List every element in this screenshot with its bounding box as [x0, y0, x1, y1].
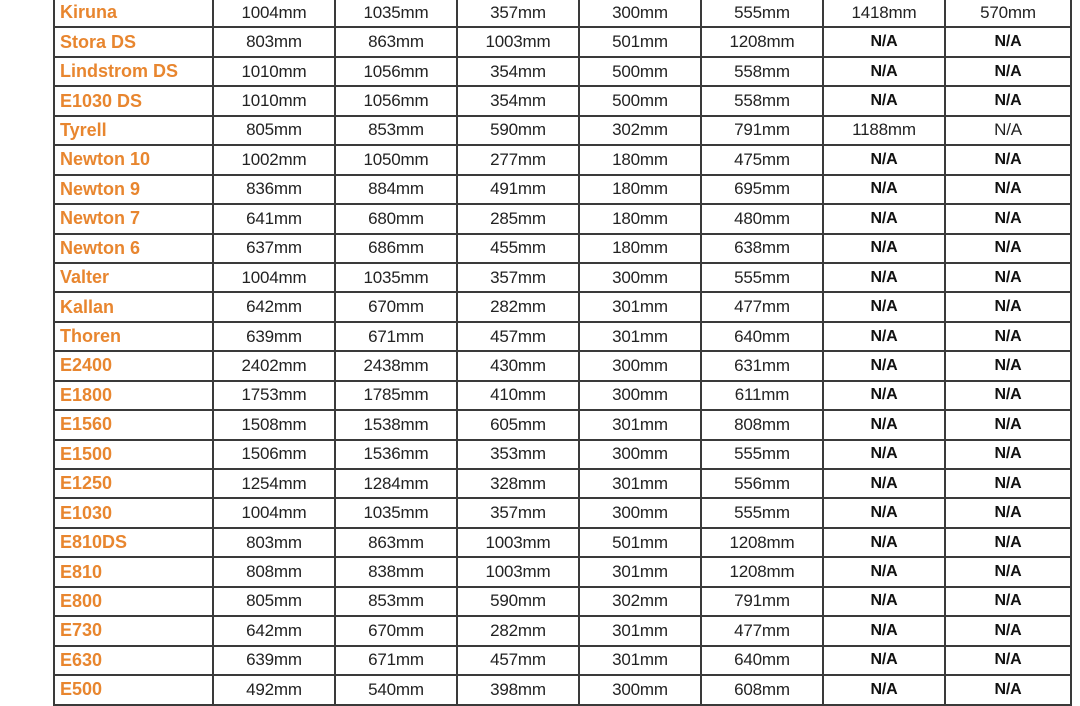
dimension-cell: 637mm [213, 234, 335, 263]
dimension-cell: 282mm [457, 616, 579, 645]
dimension-cell: 302mm [579, 116, 701, 145]
dimension-cell: 1002mm [213, 145, 335, 174]
dimension-cell: N/A [823, 27, 945, 56]
dimension-cell: 631mm [701, 351, 823, 380]
model-name-cell: Lindstrom DS [54, 57, 213, 86]
dimension-cell: 558mm [701, 57, 823, 86]
table-row [54, 234, 1071, 263]
dimension-cell: 1010mm [213, 57, 335, 86]
dimension-cell: 180mm [579, 175, 701, 204]
dimension-cell: 500mm [579, 57, 701, 86]
table-row [54, 86, 1071, 115]
table-row [54, 351, 1071, 380]
dimension-cell: 477mm [701, 292, 823, 321]
dimension-cell: 556mm [701, 469, 823, 498]
dimension-cell: N/A [823, 410, 945, 439]
dimension-cell: N/A [945, 116, 1071, 145]
dimension-cell: N/A [945, 587, 1071, 616]
dimension-cell: 1004mm [213, 498, 335, 527]
dimension-cell: 803mm [213, 528, 335, 557]
dimension-cell: 282mm [457, 292, 579, 321]
dimension-cell: 1050mm [335, 145, 457, 174]
dimension-cell: 540mm [335, 675, 457, 704]
model-name-cell: E500 [54, 675, 213, 704]
model-name-cell: Kallan [54, 292, 213, 321]
model-name-cell: E800 [54, 587, 213, 616]
dimension-cell: N/A [945, 175, 1071, 204]
dimension-cell: 641mm [213, 204, 335, 233]
dimension-cell: 501mm [579, 27, 701, 56]
dimension-cell: 639mm [213, 322, 335, 351]
dimension-cell: N/A [823, 469, 945, 498]
dimension-cell: 558mm [701, 86, 823, 115]
model-name-cell: Newton 7 [54, 204, 213, 233]
dimension-cell: 570mm [945, 0, 1071, 27]
dimension-cell: 301mm [579, 410, 701, 439]
table-row [54, 175, 1071, 204]
dimension-cell: 863mm [335, 27, 457, 56]
dimension-cell: 791mm [701, 587, 823, 616]
dimension-cell: N/A [823, 263, 945, 292]
dimension-cell: 1003mm [457, 557, 579, 586]
model-name-cell: E1560 [54, 410, 213, 439]
dimension-cell: 1753mm [213, 381, 335, 410]
dimension-cell: 639mm [213, 646, 335, 675]
table-row [54, 381, 1071, 410]
dimension-cell: N/A [823, 292, 945, 321]
dimension-cell: 1035mm [335, 0, 457, 27]
dimension-cell: 1208mm [701, 557, 823, 586]
dimension-cell: 640mm [701, 646, 823, 675]
dimension-cell: N/A [823, 204, 945, 233]
dimension-cell: N/A [823, 675, 945, 704]
dimension-cell: 492mm [213, 675, 335, 704]
model-name-cell: E630 [54, 646, 213, 675]
dimension-cell: 1208mm [701, 528, 823, 557]
dimension-cell: 300mm [579, 263, 701, 292]
table-row [54, 498, 1071, 527]
dimension-cell: 357mm [457, 0, 579, 27]
dimension-cell: 1418mm [823, 0, 945, 27]
model-name-cell: E810 [54, 557, 213, 586]
dimension-cell: 670mm [335, 616, 457, 645]
dimension-cell: 805mm [213, 116, 335, 145]
dimension-cell: 611mm [701, 381, 823, 410]
dimension-cell: 477mm [701, 616, 823, 645]
dimension-cell: N/A [823, 498, 945, 527]
dimension-cell: 1188mm [823, 116, 945, 145]
dimension-cell: N/A [823, 616, 945, 645]
dimension-cell: N/A [945, 322, 1071, 351]
dimension-cell: 555mm [701, 0, 823, 27]
dimension-cell: 301mm [579, 469, 701, 498]
dimension-cell: 642mm [213, 616, 335, 645]
dimension-cell: 680mm [335, 204, 457, 233]
dimension-cell: 555mm [701, 440, 823, 469]
dimension-cell: 1508mm [213, 410, 335, 439]
dimension-cell: 838mm [335, 557, 457, 586]
dimension-cell: 1506mm [213, 440, 335, 469]
dimension-cell: 590mm [457, 587, 579, 616]
dimension-cell: 300mm [579, 440, 701, 469]
dimensions-table-container [53, 0, 1070, 706]
dimension-cell: 1536mm [335, 440, 457, 469]
table-row [54, 322, 1071, 351]
dimension-cell: 640mm [701, 322, 823, 351]
model-name-cell: E1500 [54, 440, 213, 469]
dimension-cell: 180mm [579, 145, 701, 174]
dimension-cell: 605mm [457, 410, 579, 439]
dimension-cell: 1003mm [457, 528, 579, 557]
dimension-cell: N/A [823, 351, 945, 380]
model-name-cell: Newton 9 [54, 175, 213, 204]
dimension-cell: 457mm [457, 646, 579, 675]
dimension-cell: 354mm [457, 57, 579, 86]
model-name-cell: Newton 10 [54, 145, 213, 174]
dimension-cell: N/A [823, 234, 945, 263]
model-name-cell: E1250 [54, 469, 213, 498]
dimension-cell: N/A [823, 557, 945, 586]
table-row [54, 587, 1071, 616]
dimension-cell: N/A [823, 175, 945, 204]
dimension-cell: N/A [945, 204, 1071, 233]
dimension-cell: 2438mm [335, 351, 457, 380]
dimension-cell: 277mm [457, 145, 579, 174]
dimensions-table [53, 0, 1072, 706]
dimension-cell: N/A [823, 322, 945, 351]
dimension-cell: 328mm [457, 469, 579, 498]
dimension-cell: N/A [945, 410, 1071, 439]
dimension-cell: 555mm [701, 498, 823, 527]
dimension-cell: 180mm [579, 234, 701, 263]
dimension-cell: N/A [945, 27, 1071, 56]
dimension-cell: 301mm [579, 616, 701, 645]
dimension-cell: 354mm [457, 86, 579, 115]
dimension-cell: N/A [823, 145, 945, 174]
dimension-cell: 300mm [579, 675, 701, 704]
dimension-cell: 491mm [457, 175, 579, 204]
table-row [54, 263, 1071, 292]
dimension-cell: N/A [945, 57, 1071, 86]
dimension-cell: 1208mm [701, 27, 823, 56]
dimension-cell: 457mm [457, 322, 579, 351]
dimension-cell: N/A [823, 528, 945, 557]
dimension-cell: 357mm [457, 263, 579, 292]
dimension-cell: 791mm [701, 116, 823, 145]
dimension-cell: 608mm [701, 675, 823, 704]
dimension-cell: 300mm [579, 0, 701, 27]
table-row [54, 145, 1071, 174]
dimension-cell: 695mm [701, 175, 823, 204]
table-row [54, 204, 1071, 233]
dimension-cell: N/A [823, 57, 945, 86]
dimension-cell: N/A [945, 145, 1071, 174]
table-row [54, 440, 1071, 469]
dimension-cell: 1056mm [335, 86, 457, 115]
model-name-cell: E730 [54, 616, 213, 645]
table-row [54, 557, 1071, 586]
model-name-cell: E810DS [54, 528, 213, 557]
dimension-cell: N/A [823, 440, 945, 469]
dimension-cell: 1785mm [335, 381, 457, 410]
dimension-cell: 410mm [457, 381, 579, 410]
dimension-cell: 301mm [579, 322, 701, 351]
dimension-cell: N/A [823, 381, 945, 410]
dimension-cell: 1284mm [335, 469, 457, 498]
dimension-cell: 671mm [335, 322, 457, 351]
dimension-cell: 1254mm [213, 469, 335, 498]
model-name-cell: E1030 [54, 498, 213, 527]
dimension-cell: 671mm [335, 646, 457, 675]
dimension-cell: 853mm [335, 587, 457, 616]
dimension-cell: 803mm [213, 27, 335, 56]
dimension-cell: 638mm [701, 234, 823, 263]
model-name-cell: E1800 [54, 381, 213, 410]
dimension-cell: 808mm [213, 557, 335, 586]
dimension-cell: 1004mm [213, 0, 335, 27]
dimension-cell: 300mm [579, 351, 701, 380]
dimension-cell: 590mm [457, 116, 579, 145]
dimension-cell: N/A [945, 292, 1071, 321]
model-name-cell: E2400 [54, 351, 213, 380]
dimension-cell: 501mm [579, 528, 701, 557]
dimension-cell: N/A [823, 86, 945, 115]
dimension-cell: 353mm [457, 440, 579, 469]
dimension-cell: 805mm [213, 587, 335, 616]
dimension-cell: N/A [945, 381, 1071, 410]
dimension-cell: 884mm [335, 175, 457, 204]
dimension-cell: 1056mm [335, 57, 457, 86]
table-body [54, 0, 1071, 705]
dimension-cell: N/A [945, 675, 1071, 704]
model-name-cell: Newton 6 [54, 234, 213, 263]
table-row [54, 0, 1071, 27]
dimension-cell: 808mm [701, 410, 823, 439]
table-row [54, 292, 1071, 321]
dimension-cell: 301mm [579, 646, 701, 675]
dimension-cell: 2402mm [213, 351, 335, 380]
dimension-cell: N/A [945, 86, 1071, 115]
table-row [54, 469, 1071, 498]
table-row [54, 410, 1071, 439]
dimension-cell: 1010mm [213, 86, 335, 115]
table-row [54, 675, 1071, 704]
dimension-cell: 686mm [335, 234, 457, 263]
table-row [54, 616, 1071, 645]
dimension-cell: 475mm [701, 145, 823, 174]
model-name-cell: Kiruna [54, 0, 213, 27]
dimension-cell: N/A [945, 469, 1071, 498]
dimension-cell: N/A [945, 646, 1071, 675]
dimension-cell: N/A [945, 557, 1071, 586]
table-row [54, 57, 1071, 86]
model-name-cell: Valter [54, 263, 213, 292]
dimension-cell: 430mm [457, 351, 579, 380]
dimension-cell: N/A [823, 646, 945, 675]
dimension-cell: 836mm [213, 175, 335, 204]
dimension-cell: 1035mm [335, 263, 457, 292]
dimension-cell: 398mm [457, 675, 579, 704]
dimension-cell: 642mm [213, 292, 335, 321]
dimension-cell: 302mm [579, 587, 701, 616]
dimension-cell: 300mm [579, 498, 701, 527]
dimension-cell: 1538mm [335, 410, 457, 439]
dimension-cell: 500mm [579, 86, 701, 115]
dimension-cell: N/A [945, 528, 1071, 557]
table-row [54, 528, 1071, 557]
table-row [54, 116, 1071, 145]
dimension-cell: 357mm [457, 498, 579, 527]
table-row [54, 646, 1071, 675]
dimension-cell: 555mm [701, 263, 823, 292]
dimension-cell: N/A [945, 351, 1071, 380]
dimension-cell: N/A [945, 498, 1071, 527]
dimension-cell: 180mm [579, 204, 701, 233]
dimension-cell: N/A [823, 587, 945, 616]
dimension-cell: 1035mm [335, 498, 457, 527]
model-name-cell: Thoren [54, 322, 213, 351]
dimension-cell: 301mm [579, 292, 701, 321]
model-name-cell: Stora DS [54, 27, 213, 56]
dimension-cell: 300mm [579, 381, 701, 410]
dimension-cell: 863mm [335, 528, 457, 557]
dimension-cell: 1004mm [213, 263, 335, 292]
dimension-cell: 480mm [701, 204, 823, 233]
dimension-cell: N/A [945, 234, 1071, 263]
model-name-cell: Tyrell [54, 116, 213, 145]
model-name-cell: E1030 DS [54, 86, 213, 115]
dimension-cell: 1003mm [457, 27, 579, 56]
dimension-cell: N/A [945, 263, 1071, 292]
dimension-cell: 285mm [457, 204, 579, 233]
dimension-cell: N/A [945, 616, 1071, 645]
dimension-cell: 455mm [457, 234, 579, 263]
dimension-cell: 670mm [335, 292, 457, 321]
table-row [54, 27, 1071, 56]
dimension-cell: N/A [945, 440, 1071, 469]
dimension-cell: 301mm [579, 557, 701, 586]
dimension-cell: 853mm [335, 116, 457, 145]
